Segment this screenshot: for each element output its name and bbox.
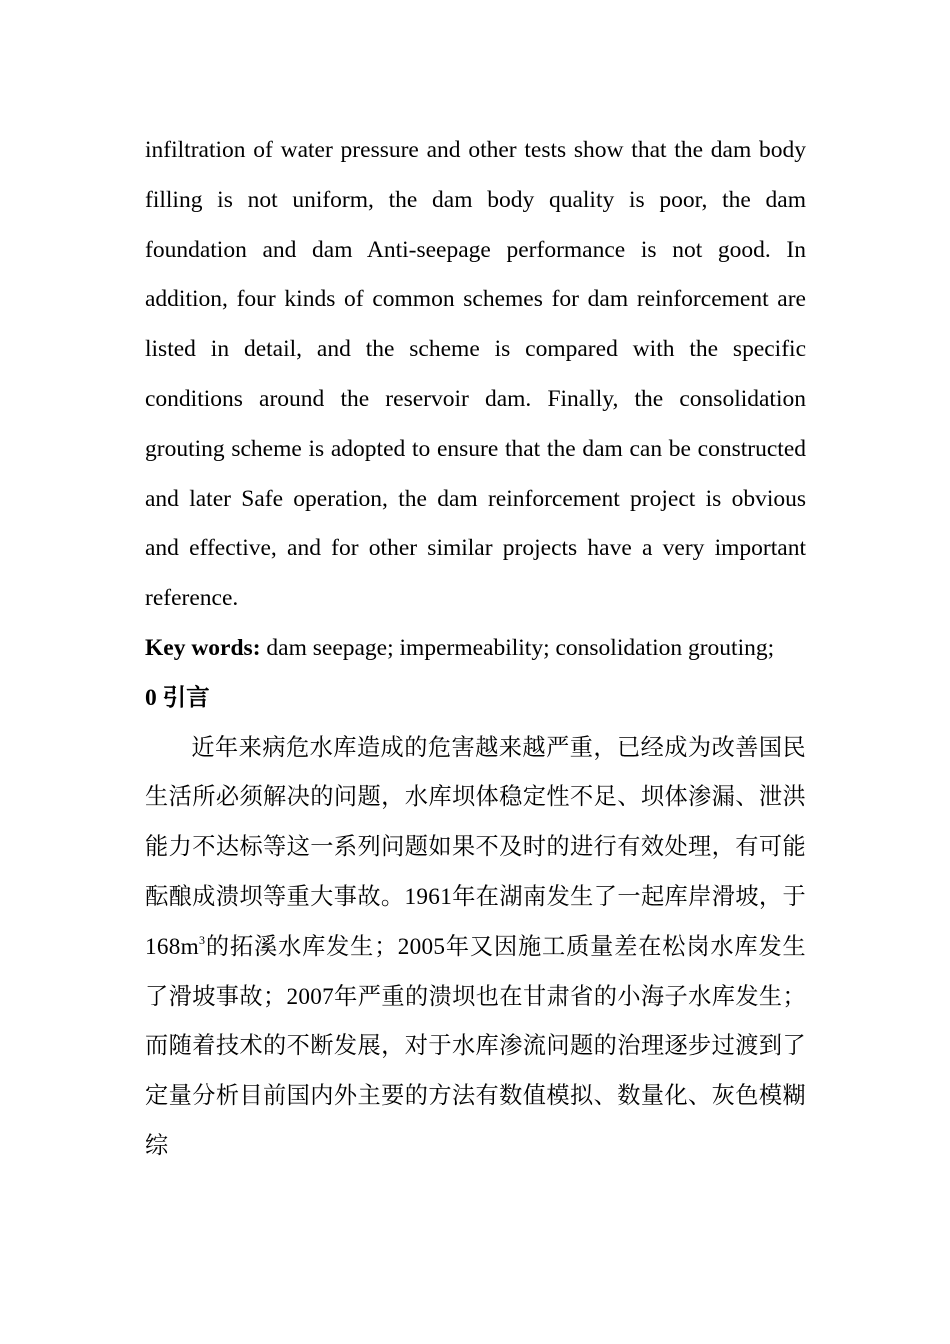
keywords-paragraph — [145, 624, 806, 674]
section-heading — [145, 674, 806, 724]
section-number: 0 — [145, 684, 157, 711]
page-content — [145, 126, 806, 1172]
keywords-value: dam seepage; impermeability; consolidation grouting; — [260, 634, 775, 661]
cubic-superscript: 3 — [199, 932, 206, 947]
intro-text-part1: 近年来病危水库造成的危害越来越严重，已经成为改善国民生活所必须解决的问题，水库坝体稳定性不足、坝体渗漏、泄洪能力不达标等这一系列问题如果不及时的进行有效处理，有可能酝酿成溃坝等重大事故。1961年在湖南发生了一起库岸滑坡，于168m — [145, 734, 806, 960]
section-title: 引言 — [162, 684, 210, 711]
intro-paragraph — [145, 724, 806, 1172]
intro-text-part2: 的拓溪水库发生；2005年又因施工质量差在松岗水库发生了滑坡事故；2007年严重的溃坝也在甘肃省的小海子水库发生；而随着技术的不断发展，对于水库渗流问题的治理逐步过渡到了定量分析目前国内外主要的方法有数值模拟、数量化、灰色模糊综 — [145, 933, 806, 1159]
keywords-label: Key words: — [145, 634, 261, 661]
abstract-paragraph: infiltration of water pressure and other tests show that the dam body filling is not uniform, the dam body quality is poor, the dam foundation and dam Anti-seepage performance is not good. In addition, four kinds of common schemes for dam reinforcement are listed in detail, and the scheme is compared with the specific conditions around the reservoir dam. Finally, the consolidation grouting scheme is adopted to ensure that the dam can be constructed and later Safe operation, the dam reinforcement project is obvious and effective, and for other similar projects have a very important reference. — [145, 137, 806, 612]
